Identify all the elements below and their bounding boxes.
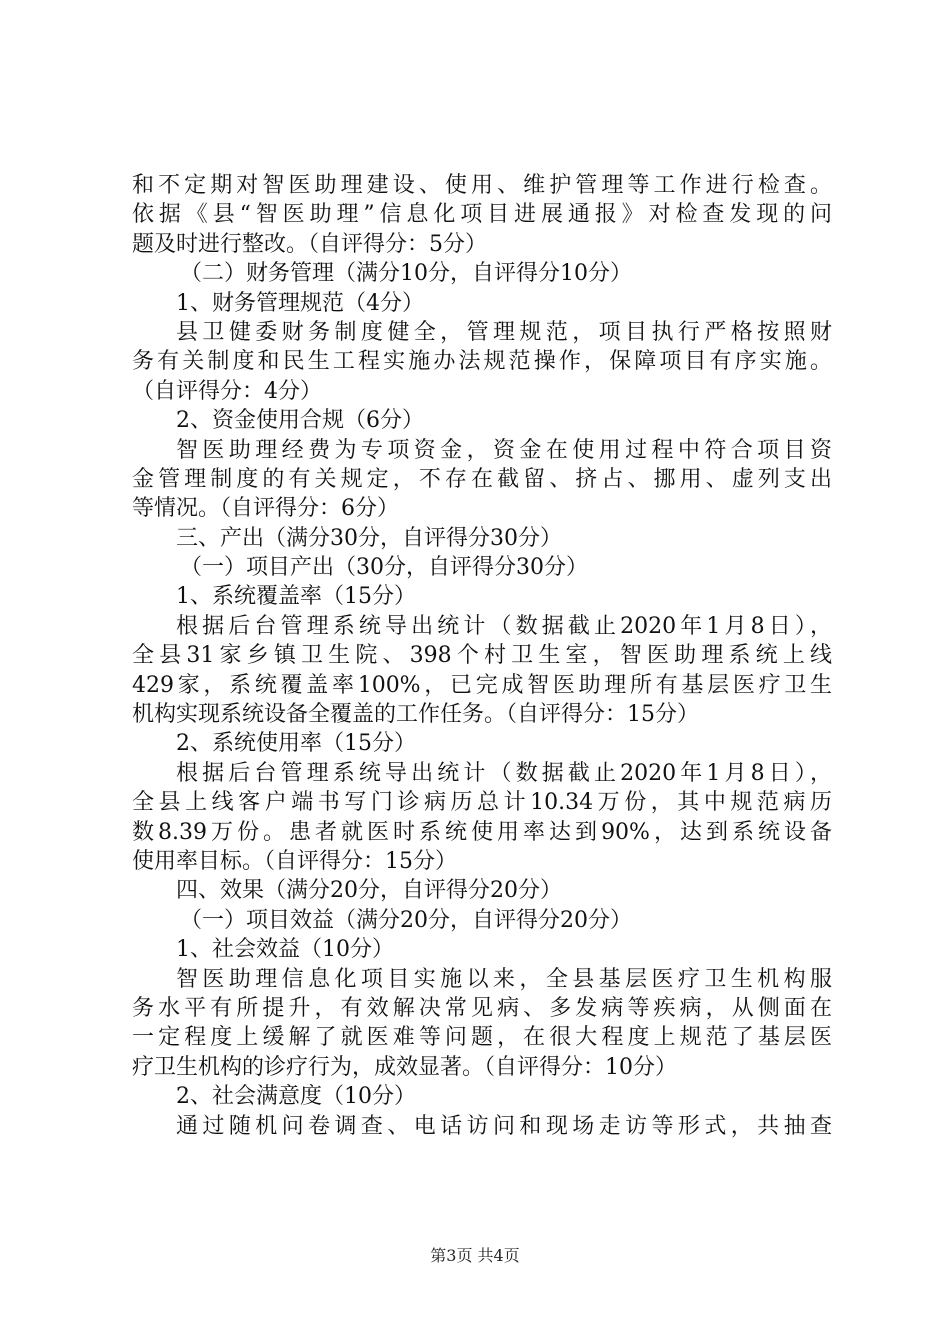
text-line: 智医助理经费为专项资金，资金在使用过程中符合项目资 bbox=[176, 437, 832, 463]
text-line: 1、财务管理规范（4分） bbox=[176, 290, 424, 316]
text-line: 2、社会满意度（10分） bbox=[176, 1084, 416, 1110]
document-body bbox=[132, 171, 832, 1141]
text-line: 依据《县“智医助理”信息化项目进展通报》对检查发现的问 bbox=[132, 202, 832, 228]
text-line: （一）项目产出（30分，自评得分30分） bbox=[180, 555, 588, 581]
text-line: 题及时进行整改。（自评得分：5分） bbox=[132, 231, 487, 257]
text-line: 疗卫生机构的诊疗行为，成效显著。（自评得分：10分） bbox=[132, 1054, 677, 1080]
text-line: 和不定期对智医助理建设、使用、维护管理等工作进行检查。 bbox=[132, 173, 832, 198]
text-line: 2、资金使用合规（6分） bbox=[176, 408, 424, 434]
text-line: 一定程度上缓解了就医难等问题，在很大程度上规范了基层医 bbox=[132, 1025, 832, 1051]
text-line: 429家，系统覆盖率100%，已完成智医助理所有基层医疗卫生 bbox=[132, 672, 832, 698]
text-line: 智医助理信息化项目实施以来，全县基层医疗卫生机构服 bbox=[176, 966, 832, 992]
text-line: 2、系统使用率（15分） bbox=[176, 731, 416, 757]
page-footer: 第3页 共4页 bbox=[430, 1246, 520, 1265]
text-line: （自评得分：4分） bbox=[132, 378, 322, 404]
text-line: 全县31家乡镇卫生院、398个村卫生室，智医助理系统上线 bbox=[132, 643, 832, 669]
text-line: 机构实现系统设备全覆盖的工作任务。（自评得分：15分） bbox=[132, 702, 699, 728]
text-line: 1、系统覆盖率（15分） bbox=[176, 584, 416, 610]
text-line: 1、社会效益（10分） bbox=[176, 937, 394, 963]
text-line: 三、产出（满分30分，自评得分30分） bbox=[176, 525, 562, 551]
text-line: 等情况。（自评得分：6分） bbox=[132, 496, 399, 522]
text-line: 务有关制度和民生工程实施办法规范操作，保障项目有序实施。 bbox=[132, 349, 832, 375]
text-line: 根据后台管理系统导出统计（数据截止2020年1月8日）， bbox=[176, 613, 832, 639]
text-line: 通过随机问卷调查、电话访问和现场走访等形式，共抽查 bbox=[176, 1113, 832, 1139]
text-line: 务水平有所提升，有效解决常见病、多发病等疾病，从侧面在 bbox=[132, 995, 832, 1021]
text-line: 根据后台管理系统导出统计（数据截止2020年1月8日）， bbox=[176, 760, 832, 786]
text-line: （一）项目效益（满分20分，自评得分20分） bbox=[180, 907, 632, 933]
text-line: 使用率目标。（自评得分：15分） bbox=[132, 848, 457, 874]
text-line: （二）财务管理（满分10分，自评得分10分） bbox=[180, 261, 632, 287]
text-line: 县卫健委财务制度健全，管理规范，项目执行严格按照财 bbox=[176, 319, 832, 345]
text-line: 全县上线客户端书写门诊病历总计10.34万份，其中规范病历 bbox=[132, 790, 832, 816]
text-line: 金管理制度的有关规定，不存在截留、挤占、挪用、虚列支出 bbox=[132, 466, 832, 492]
text-line: 四、效果（满分20分，自评得分20分） bbox=[176, 878, 562, 904]
text-line: 数8.39万份。患者就医时系统使用率达到90%，达到系统设备 bbox=[132, 819, 832, 845]
